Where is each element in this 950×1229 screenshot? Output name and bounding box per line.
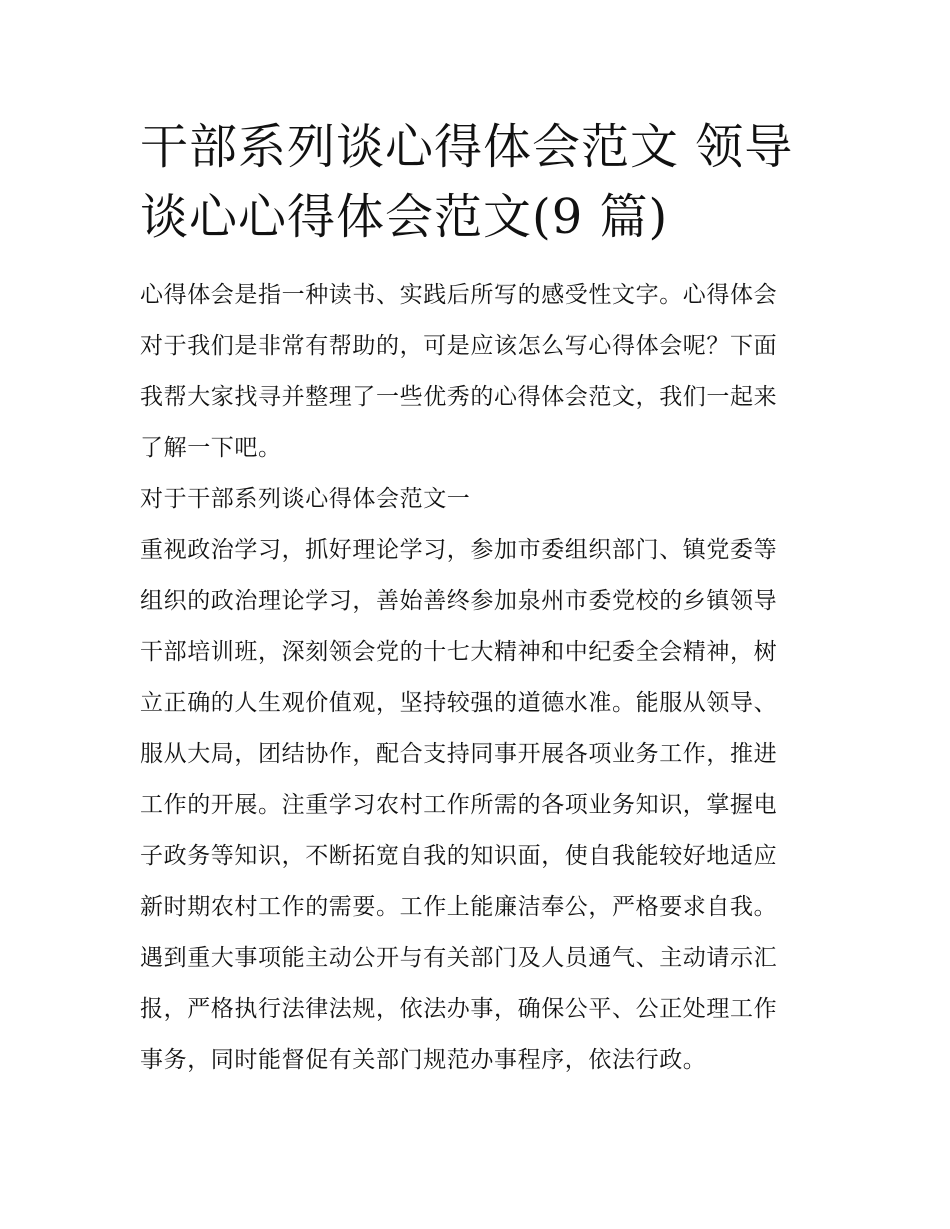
document-title xyxy=(140,112,815,252)
section-line: 服从大局，团结协作，配合支持同事开展各项业务工作，推进 xyxy=(140,741,778,767)
section-line: 遇到重大事项能主动公开与有关部门及人员通气、主动请示汇 xyxy=(140,945,778,971)
section-line: 组织的政治理论学习，善始善终参加泉州市委党校的乡镇领导 xyxy=(140,588,778,614)
document-content xyxy=(140,112,815,1086)
intro-line: 我帮大家找寻并整理了一些优秀的心得体会范文，我们一起来 xyxy=(140,384,778,410)
section-line: 子政务等知识，不断拓宽自我的知识面，使自我能较好地适应 xyxy=(140,843,778,869)
title-line: 干部系列谈心得体会范文 领导 xyxy=(140,119,794,175)
title-line: 谈心心得体会范文(9 篇) xyxy=(140,189,669,245)
section-line: 工作的开展。注重学习农村工作所需的各项业务知识，掌握电 xyxy=(140,792,778,818)
section-line: 新时期农村工作的需要。工作上能廉洁奉公，严格要求自我。 xyxy=(140,894,778,920)
intro-line: 心得体会是指一种读书、实践后所写的感受性文字。心得体会 xyxy=(140,282,778,308)
section-line: 干部培训班，深刻领会党的十七大精神和中纪委全会精神，树 xyxy=(140,639,778,665)
intro-line: 对于我们是非常有帮助的，可是应该怎么写心得体会呢？下面 xyxy=(140,333,778,359)
intro-paragraph xyxy=(140,270,815,474)
section-heading: 对于干部系列谈心得体会范文一 xyxy=(140,486,471,512)
section-line: 立正确的人生观价值观，坚持较强的道德水准。能服从领导、 xyxy=(140,690,778,716)
section-line: 事务，同时能督促有关部门规范办事程序，依法行政。 xyxy=(140,1047,707,1073)
section-line: 重视政治学习，抓好理论学习，参加市委组织部门、镇党委等 xyxy=(140,537,778,563)
section-line: 报，严格执行法律法规，依法办事，确保公平、公正处理工作 xyxy=(140,996,778,1022)
intro-line: 了解一下吧。 xyxy=(140,435,282,461)
document-body xyxy=(140,270,815,1086)
section-paragraph xyxy=(140,525,815,1086)
